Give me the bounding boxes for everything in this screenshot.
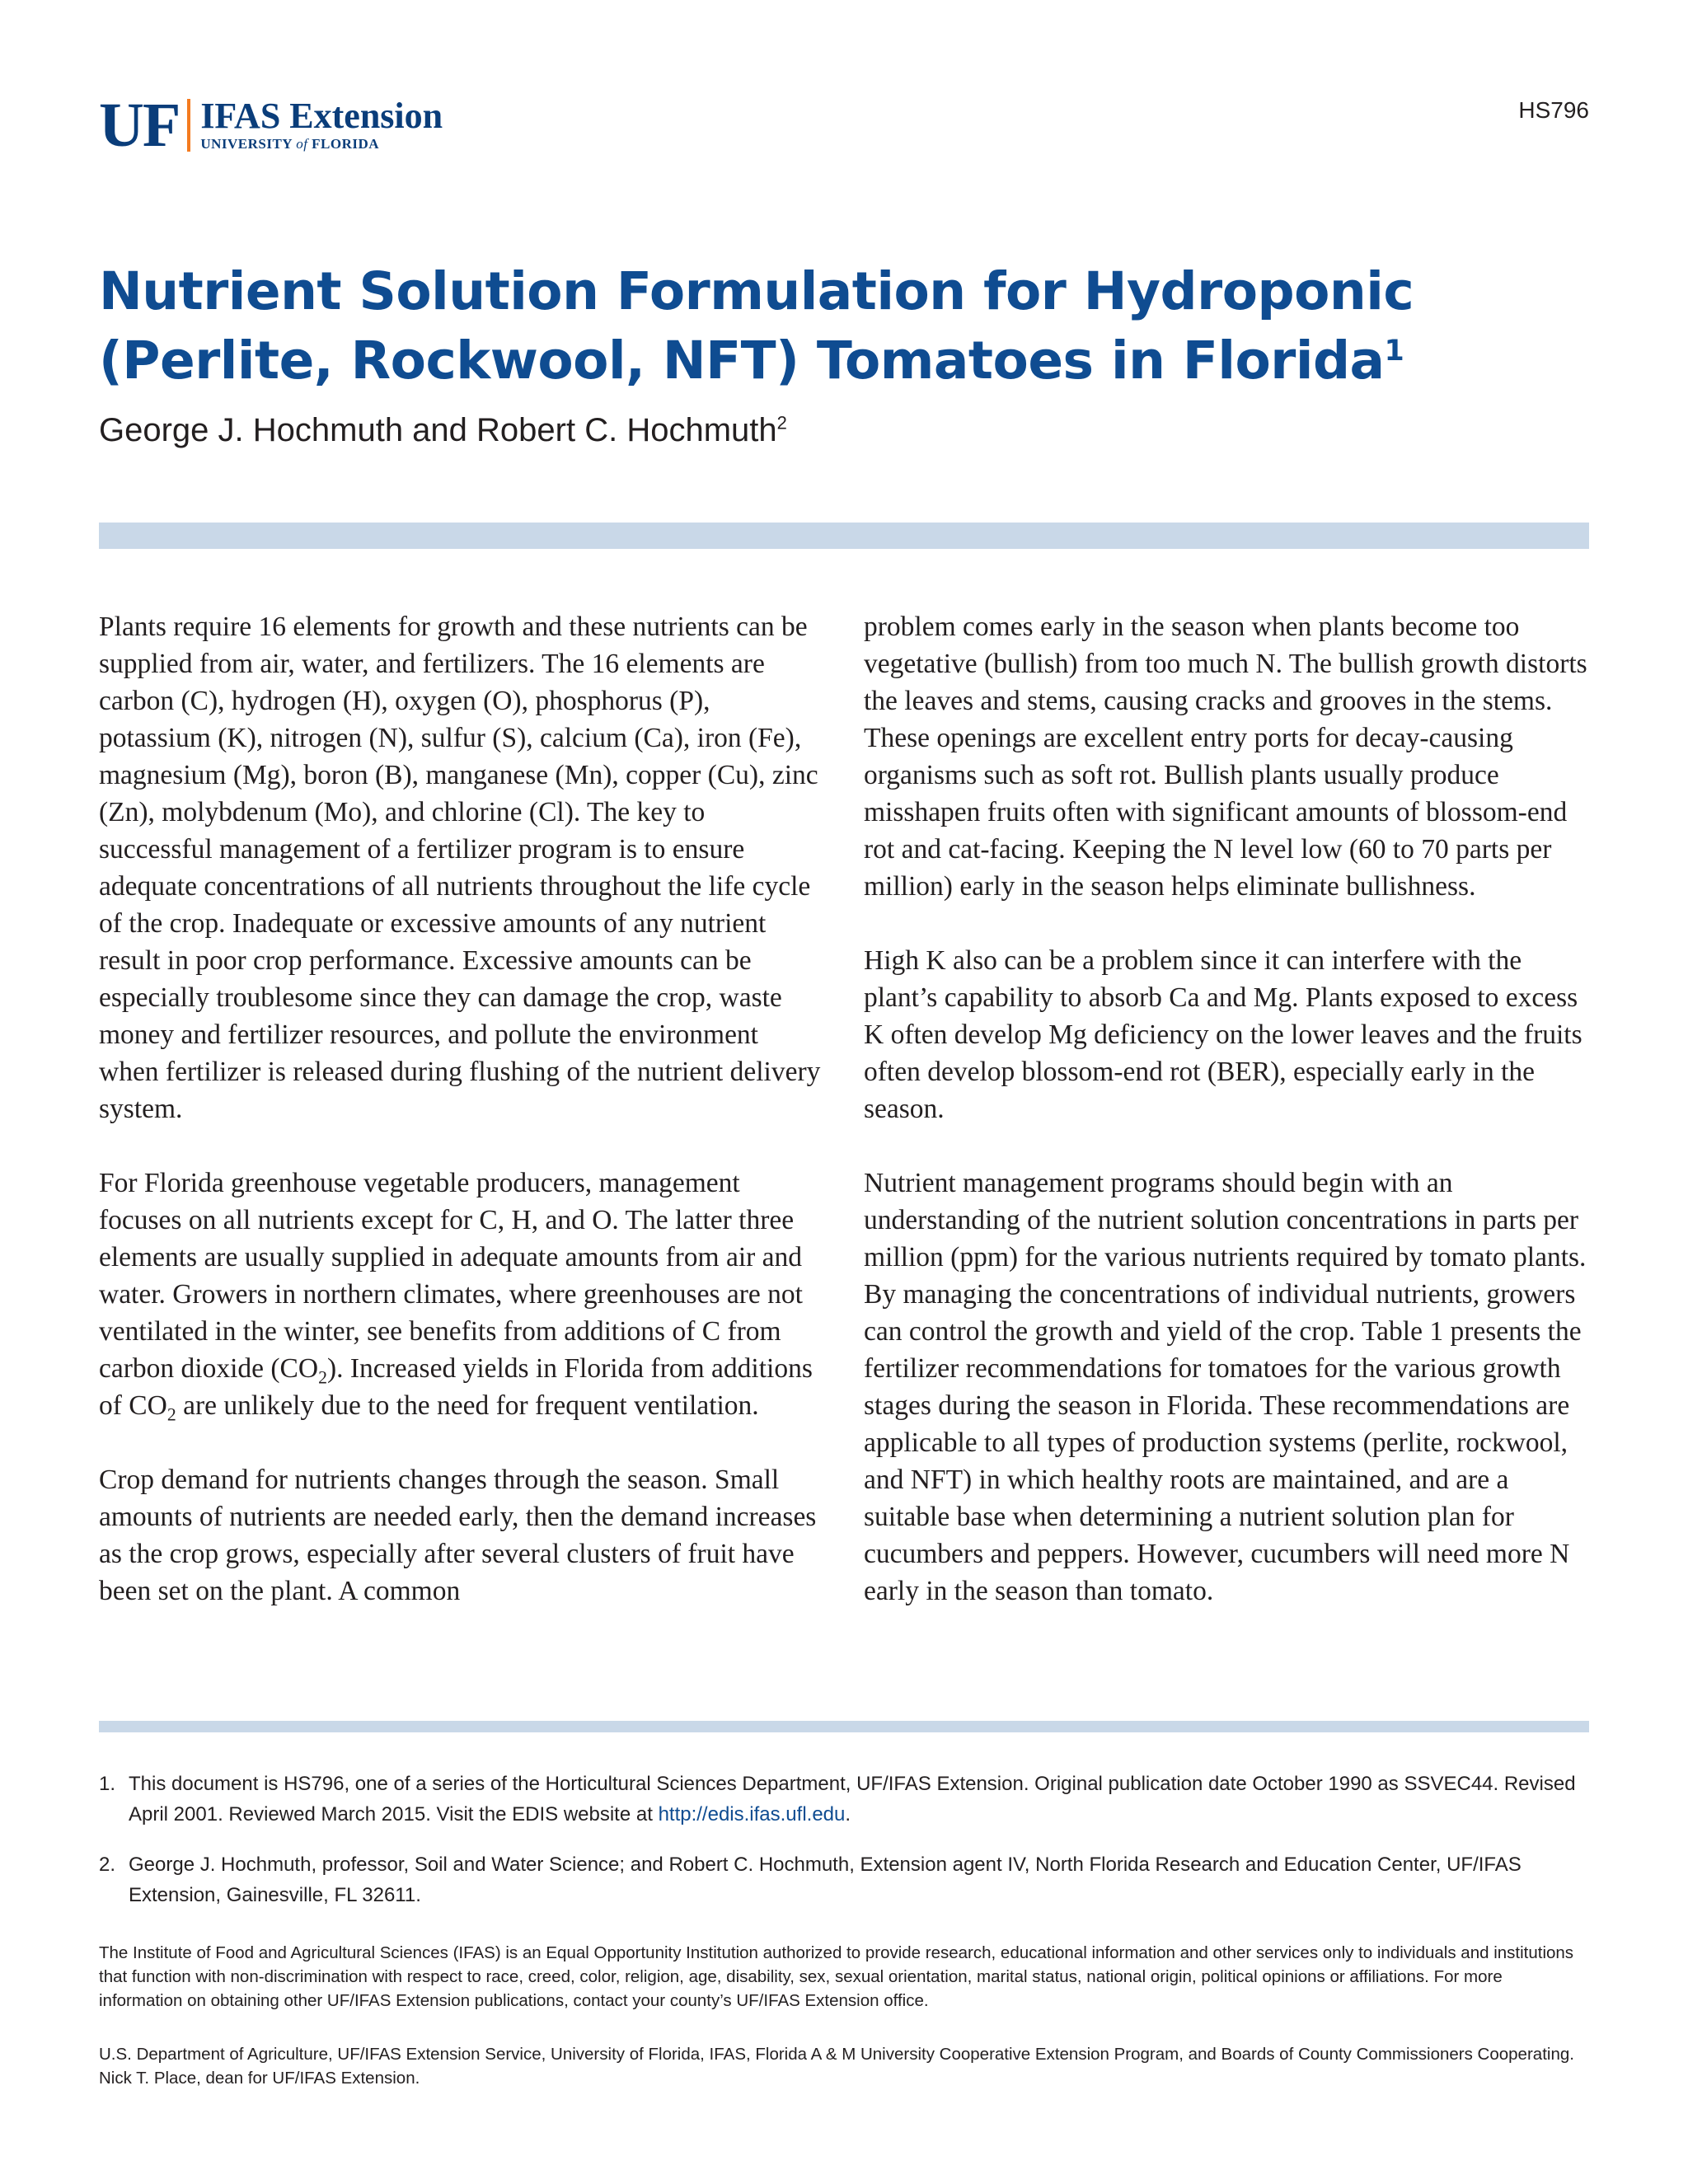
- left-paragraph-1: Plants require 16 elements for growth and these nutrients can be supplied from air, water, and fertilizers. The 16 elements are carbon (C), hydrogen (H), oxygen (O), phosphorus (P), potassium (K), nitrogen (N), sulfur (S), calcium (Ca), iron (Fe), magnesium (Mg), boron (B), manganese (Mn), copper (Cu), zinc (Zn), molybdenum (Mo), and chlorine (Cl). The key to successful management of a fertilizer program is to ensure adequate concentrations of all nutrients throughout the life cycle of the crop. Inadequate or excessive amounts of any nutrient result in poor crop performance. Excessive amounts can be especially troublesome since they can damage the crop, waste money and fertilizer resources, and pollute the environment when fertilizer is released during flushing of the nutrient delivery system.: [99, 612, 821, 1124]
- logo-ifas-extension: IFAS Extension: [200, 96, 443, 136]
- title-footnote-mark[interactable]: 1: [1384, 335, 1404, 368]
- footnote-divider: [99, 1721, 1589, 1732]
- page-title: [99, 257, 1599, 396]
- footnotes: [99, 1769, 1589, 1930]
- cooperation-statement: U.S. Department of Agriculture, UF/IFAS Extension Service, University of Florida, IFAS, Florida A & M University Cooperative Extension Program, and Boards of County Commissioners Cooperating. Nick T. Place, dean for UF/IFAS Extension.: [99, 2045, 1574, 2088]
- authors-line: [99, 412, 787, 449]
- equal-opportunity-statement: The Institute of Food and Agricultural Sciences (IFAS) is an Equal Opportunity Institution authorized to provide research, educational information and other services only to individuals and institutions that function with non-discrimination with respect to race, creed, color, religion, age, disability, sex, sexual orientation, marital status, national origin, political opinions or affiliations. For more information on obtaining other UF/IFAS Extension publications, contact your county’s UF/IFAS Extension office.: [99, 1943, 1574, 2010]
- left-p2-part-a: For Florida greenhouse vegetable producers, management focuses on all nutrients except for C, H, and O. The latter three elements are usually supplied in adequate amounts from air and water. Growers in northern climates, where greenhouses are not ventilated in the winter, see benefits from additions of C from carbon dioxide (CO: [99, 1168, 803, 1384]
- logo-divider: [187, 99, 190, 152]
- authors-footnote-mark[interactable]: 2: [776, 412, 787, 434]
- logo-university: [200, 136, 443, 152]
- left-paragraph-2: [99, 1165, 824, 1424]
- footnote-number: 1.: [99, 1773, 116, 1795]
- authors-text: George J. Hochmuth and Robert C. Hochmuth: [99, 412, 777, 448]
- edis-website-link[interactable]: http://edis.ifas.ufl.edu: [658, 1803, 846, 1825]
- footnote-text: [129, 1769, 1589, 1830]
- left-p2-part-c: are unlikely due to the need for frequent ventilation.: [176, 1390, 759, 1421]
- logo-university-word: UNIVERSITY: [200, 136, 293, 152]
- logo-florida-word: FLORIDA: [312, 136, 380, 152]
- ufifas-logo[interactable]: [99, 92, 443, 158]
- footnote-text: George J. Hochmuth, professor, Soil and Water Science; and Robert C. Hochmuth, Extension agent IV, North Florida Research and Education Center, UF/IFAS Extension, Gainesville, FL 32611.: [129, 1854, 1522, 1906]
- right-paragraph-1: problem comes early in the season when plants become too vegetative (bullish) from too much N. The bullish growth distorts the leaves and stems, causing cracks and grooves in the stems. These openings are excellent entry ports for decay-causing organisms such as soft rot. Bullish plants usually produce misshapen fruits often with significant amounts of blossom-end rot and cat-facing. Keeping the N level low (60 to 70 parts per million) early in the season helps eliminate bullishness.: [864, 612, 1587, 902]
- left-p2-part-b: ). Increased yields in Florida from additions of CO: [99, 1353, 813, 1421]
- title-text: Nutrient Solution Formulation for Hydroponic (Perlite, Rockwool, NFT) Tomatoes in Florida: [99, 261, 1414, 391]
- logo-of-word: of: [296, 136, 308, 152]
- co2-subscript-1: 2: [318, 1367, 327, 1388]
- left-column: [99, 608, 824, 1647]
- footnote-number: 2.: [99, 1854, 116, 1876]
- header-divider: [99, 523, 1589, 549]
- logo-uf-mark: UF: [99, 91, 180, 160]
- right-paragraph-2: High K also can be a problem since it can interfere with the plant’s capability to absorb Ca and Mg. Plants exposed to excess K often develop Mg deficiency on the lower leaves and the fruits often develop blossom-end rot (BER), especially early in the season.: [864, 945, 1582, 1124]
- footnote-1: [99, 1769, 1589, 1830]
- footnote-1-body: This document is HS796, one of a series of the Horticultural Sciences Department, UF/IFAS Extension. Original publication date October 1990 as SSVEC44. Revised April 2001. Reviewed March 2015. Visit the EDIS website at: [129, 1773, 1576, 1825]
- right-column: [864, 608, 1589, 1647]
- right-paragraph-3: Nutrient management programs should begin with an understanding of the nutrient solution concentrations in parts per million (ppm) for the various nutrients required by tomato plants. By managing the concentrations of individual nutrients, growers can control the growth and yield of the crop. Table 1 presents the fertilizer recommendations for tomatoes for the various growth stages during the season in Florida. These recommendations are applicable to all types of production systems (perlite, rockwool, and NFT) in which healthy roots are maintained, and are a suitable base when determining a nutrient solution plan for cucumbers and peppers. However, cucumbers will need more N early in the season than tomato.: [864, 1168, 1587, 1606]
- footnote-1-period: .: [845, 1803, 851, 1825]
- left-paragraph-3: Crop demand for nutrients changes through the season. Small amounts of nutrients are needed early, then the demand increases as the crop grows, especially after several clusters of fruit have been set on the plant. A common: [99, 1465, 817, 1606]
- footnote-2: [99, 1849, 1589, 1910]
- logo-wordmark: [200, 98, 443, 152]
- document-code: HS796: [1518, 97, 1589, 123]
- co2-subscript-2: 2: [166, 1404, 176, 1425]
